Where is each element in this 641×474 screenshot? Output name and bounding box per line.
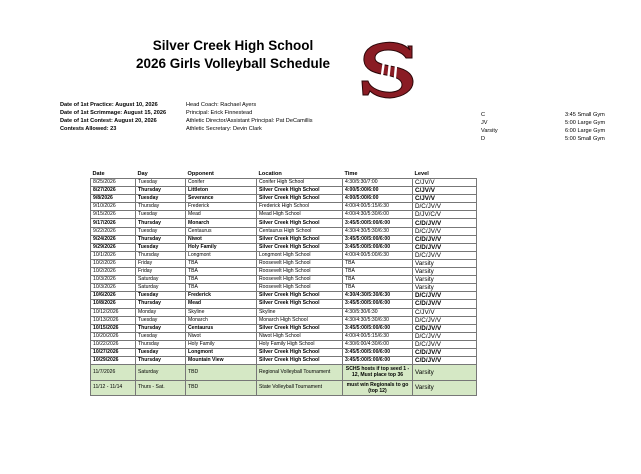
cell-day: Thursday <box>136 300 186 308</box>
cell-location: Frederick High School <box>257 203 343 211</box>
staff-info <box>186 101 313 133</box>
time-jv: 5:00 Large Gym <box>565 120 606 126</box>
table-row <box>91 324 477 332</box>
level-jv: JV <box>481 120 488 126</box>
cell-opponent: TBA <box>186 268 257 276</box>
table-row <box>91 211 477 219</box>
cell-opponent: Niwot <box>186 235 257 243</box>
cell-level: D/C/JV/V <box>413 203 477 211</box>
cell-level: C/D/JV/V <box>413 235 477 243</box>
table-row <box>91 300 477 308</box>
cell-level: Varsity <box>413 268 477 276</box>
cell-location: Niwot High School <box>257 332 343 340</box>
table-row <box>91 357 477 365</box>
cell-time: 3:45/5:00/5:00/6:00 <box>343 300 413 308</box>
cell-date: 9/15/2026 <box>91 211 136 219</box>
cell-level: D/JV/C/V <box>413 211 477 219</box>
cell-opponent: Severance <box>186 195 257 203</box>
cell-date: 10/12/2026 <box>91 308 136 316</box>
table-row <box>91 268 477 276</box>
cell-time: 4:00/4:00/5:00/6:30 <box>343 251 413 259</box>
cell-time: 3:45/5:00/5:00/6:00 <box>343 219 413 227</box>
cell-level: C/JV/V <box>413 187 477 195</box>
cell-location: Silver Creek High School <box>257 195 343 203</box>
cell-day: Saturday <box>136 365 186 381</box>
school-title: Silver Creek High School <box>152 38 314 53</box>
cell-opponent: TBA <box>186 284 257 292</box>
cell-level: D/C/JV/V <box>413 332 477 340</box>
cell-time: TBA <box>343 268 413 276</box>
cell-day: Friday <box>136 259 186 267</box>
cell-time: 4:00/4:00/5:15/6:30 <box>343 203 413 211</box>
cell-date: 10/2/2026 <box>91 268 136 276</box>
cell-date: 8/27/2026 <box>91 187 136 195</box>
contests-allowed: Contests Allowed: 23 <box>60 126 117 132</box>
cell-opponent: Littleton <box>186 187 257 195</box>
table-row <box>91 292 477 300</box>
time-c: 3:45 Small Gym <box>565 112 605 118</box>
cell-date: 11/7/2026 <box>91 365 136 381</box>
level-d: D <box>481 136 486 142</box>
table-header-row <box>91 170 477 179</box>
cell-date: 10/8/2026 <box>91 300 136 308</box>
athletic-secretary: Athletic Secretary: Devin Clark <box>186 126 262 132</box>
cell-level: Varsity <box>413 259 477 267</box>
cell-opponent: Centaurus <box>186 324 257 332</box>
cell-time: 3:45/5:00/5:00/6:00 <box>343 235 413 243</box>
cell-day: Tuesday <box>136 227 186 235</box>
cell-location: Conifer High School <box>257 179 343 187</box>
cell-date: 10/13/2026 <box>91 316 136 324</box>
header-location: Location <box>258 171 282 177</box>
cell-day: Tuesday <box>136 243 186 251</box>
cell-day: Thursday <box>136 340 186 348</box>
cell-level: C/D/JV/V <box>413 300 477 308</box>
cell-location: Monarch High School <box>257 316 343 324</box>
cell-time: 4:30/4:30/5:30/6:30 <box>343 316 413 324</box>
table-row <box>91 227 477 235</box>
cell-day: Tuesday <box>136 292 186 300</box>
cell-time: 4:30/6:00/4:30/6:00 <box>343 340 413 348</box>
cell-level: C/JV/V <box>413 195 477 203</box>
level-list <box>481 111 498 143</box>
time-varsity: 6:00 Large Gym <box>565 128 606 134</box>
cell-opponent: Conifer <box>186 179 257 187</box>
cell-date: 10/22/2026 <box>91 340 136 348</box>
cell-location: Roosevelt High School <box>257 284 343 292</box>
table-row <box>91 195 477 203</box>
cell-time: 4:30/5:30/7:00 <box>343 179 413 187</box>
cell-day: Tuesday <box>136 211 186 219</box>
cell-location: Silver Creek High School <box>257 235 343 243</box>
table-row <box>91 219 477 227</box>
cell-level: Varsity <box>413 365 477 381</box>
cell-level: D/C/JV/V <box>413 316 477 324</box>
cell-location: Silver Creek High School <box>257 219 343 227</box>
cell-date: 10/29/2026 <box>91 357 136 365</box>
cell-date: 10/20/2026 <box>91 332 136 340</box>
cell-opponent: Longmont <box>186 251 257 259</box>
cell-time: 4:30/4:30/5:30/6:30 <box>343 292 413 300</box>
cell-day: Thursday <box>136 219 186 227</box>
cell-level: Varsity <box>413 380 477 396</box>
cell-location: Skyline <box>257 308 343 316</box>
level-time-list <box>565 111 605 143</box>
cell-date: 10/3/2026 <box>91 276 136 284</box>
cell-opponent: Longmont <box>186 348 257 356</box>
cell-level: C/D/JV/V <box>413 324 477 332</box>
cell-day: Thursday <box>136 251 186 259</box>
cell-location: Silver Creek High School <box>257 324 343 332</box>
cell-opponent: Holy Family <box>186 243 257 251</box>
cell-opponent: Niwot <box>186 332 257 340</box>
cell-time: 4:30/5:30/6:30 <box>343 308 413 316</box>
cell-date: 10/27/2026 <box>91 348 136 356</box>
postseason-row <box>91 365 477 381</box>
cell-day: Friday <box>136 268 186 276</box>
cell-opponent: Skyline <box>186 308 257 316</box>
season-dates-info <box>60 101 166 133</box>
cell-level: C/JV/V <box>413 179 477 187</box>
cell-day: Tuesday <box>136 195 186 203</box>
table-row <box>91 340 477 348</box>
cell-location: Silver Creek High School <box>257 300 343 308</box>
cell-opponent: Centaurus <box>186 227 257 235</box>
cell-location: Regional Volleyball Tournament <box>257 365 343 381</box>
cell-day: Thursday <box>136 324 186 332</box>
level-c: C <box>481 112 486 118</box>
cell-date: 10/1/2026 <box>91 251 136 259</box>
table-row <box>91 276 477 284</box>
cell-opponent: Mead <box>186 300 257 308</box>
header-level: Level <box>414 171 429 177</box>
first-contest-date: Date of 1st Contest: August 20, 2026 <box>60 118 157 124</box>
table-row <box>91 316 477 324</box>
cell-date: 9/8/2026 <box>91 195 136 203</box>
cell-level: D/C/JV/V <box>413 251 477 259</box>
cell-day: Thursday <box>136 235 186 243</box>
cell-day: Thurs - Sat. <box>136 380 186 396</box>
cell-level: C/D/JV/V <box>413 219 477 227</box>
cell-location: Roosevelt High School <box>257 276 343 284</box>
cell-day: Thursday <box>136 357 186 365</box>
cell-location: Silver Creek High School <box>257 243 343 251</box>
table-row <box>91 235 477 243</box>
cell-location: Silver Creek High School <box>257 187 343 195</box>
cell-level: C/JV/V <box>413 308 477 316</box>
table-row <box>91 179 477 187</box>
cell-level: C/D/JV/V <box>413 357 477 365</box>
time-d: 5:00 Small Gym <box>565 136 605 142</box>
cell-time: 4:00/4:00/5:15/6:30 <box>343 332 413 340</box>
claw-s-logo-icon <box>358 40 418 100</box>
cell-opponent: Frederick <box>186 203 257 211</box>
cell-date: 9/22/2026 <box>91 227 136 235</box>
cell-date: 9/10/2026 <box>91 203 136 211</box>
table-row <box>91 308 477 316</box>
cell-level: C/D/JV/V <box>413 348 477 356</box>
cell-level: C/D/JV/V <box>413 243 477 251</box>
header-time: Time <box>344 171 358 177</box>
table-row <box>91 259 477 267</box>
cell-opponent: TBD <box>186 365 257 381</box>
cell-date: 9/17/2026 <box>91 219 136 227</box>
cell-location: Mead High School <box>257 211 343 219</box>
cell-time: 4:00/5:00/6:00 <box>343 187 413 195</box>
cell-time: 3:45/5:00/5:00/6:00 <box>343 243 413 251</box>
schedule-body <box>91 179 477 396</box>
athletic-director: Athletic Director/Assistant Principal: Pat DeCamillis <box>186 118 313 124</box>
cell-day: Monday <box>136 308 186 316</box>
cell-location: State Volleyball Tournament <box>257 380 343 396</box>
cell-opponent: TBD <box>186 380 257 396</box>
table-row <box>91 243 477 251</box>
cell-time: 3:45/5:00/5:00/6:00 <box>343 357 413 365</box>
cell-time: TBA <box>343 284 413 292</box>
cell-day: Tuesday <box>136 179 186 187</box>
cell-location: Roosevelt High School <box>257 268 343 276</box>
schedule-table <box>90 170 477 396</box>
cell-opponent: Mountain View <box>186 357 257 365</box>
cell-opponent: Frederick <box>186 292 257 300</box>
cell-time: 3:45/5:00/5:00/6:00 <box>343 348 413 356</box>
cell-day: Thursday <box>136 187 186 195</box>
cell-location: Holy Family High School <box>257 340 343 348</box>
cell-date: 9/24/2026 <box>91 235 136 243</box>
cell-date: 10/2/2026 <box>91 259 136 267</box>
cell-opponent: TBA <box>186 276 257 284</box>
cell-date: 10/6/2026 <box>91 292 136 300</box>
table-row <box>91 348 477 356</box>
level-varsity: Varsity <box>481 128 498 134</box>
cell-day: Thursday <box>136 203 186 211</box>
table-row <box>91 203 477 211</box>
cell-location: Centaurus High School <box>257 227 343 235</box>
cell-time: TBA <box>343 276 413 284</box>
first-scrimmage-date: Date of 1st Scrimmage: August 15, 2026 <box>60 110 167 116</box>
cell-day: Tuesday <box>136 348 186 356</box>
cell-location: Longmont High School <box>257 251 343 259</box>
cell-location: Silver Creek High School <box>257 357 343 365</box>
principal: Principal: Erick Finnestead <box>186 110 253 116</box>
header-date: Date <box>92 171 105 177</box>
postseason-row <box>91 380 477 396</box>
first-practice-date: Date of 1st Practice: August 10, 2026 <box>60 102 158 108</box>
cell-location: Silver Creek High School <box>257 292 343 300</box>
table-row <box>91 284 477 292</box>
cell-time: must win Regionals to go (top 12) <box>343 380 413 396</box>
cell-day: Tuesday <box>136 332 186 340</box>
cell-opponent: Holy Family <box>186 340 257 348</box>
cell-day: Saturday <box>136 284 186 292</box>
cell-location: Roosevelt High School <box>257 259 343 267</box>
header-day: Day <box>137 171 148 177</box>
cell-time: 3:45/5:00/5:00/6:00 <box>343 324 413 332</box>
table-row <box>91 187 477 195</box>
cell-location: Silver Creek High School <box>257 348 343 356</box>
cell-date: 11/12 - 11/14 <box>91 380 136 396</box>
cell-level: D/C/JV/V <box>413 227 477 235</box>
cell-opponent: TBA <box>186 259 257 267</box>
cell-level: D/C/JV/V <box>413 340 477 348</box>
cell-time: 4:00/4:30/5:30/6:00 <box>343 211 413 219</box>
cell-level: Varsity <box>413 284 477 292</box>
table-row <box>91 251 477 259</box>
cell-day: Tuesday <box>136 316 186 324</box>
cell-time: 4:30/4:30/5:30/6:30 <box>343 227 413 235</box>
cell-level: D/C/JV/V <box>413 292 477 300</box>
cell-opponent: Monarch <box>186 316 257 324</box>
header-opponent: Opponent <box>187 171 214 177</box>
cell-time: 4:00/5:00/6:00 <box>343 195 413 203</box>
cell-time: TBA <box>343 259 413 267</box>
cell-level: Varsity <box>413 276 477 284</box>
cell-date: 8/25/2026 <box>91 179 136 187</box>
cell-date: 9/29/2026 <box>91 243 136 251</box>
cell-opponent: Monarch <box>186 219 257 227</box>
head-coach: Head Coach: Rachael Ayers <box>186 102 257 108</box>
cell-time: SCHS hosts if top seed 1 - 12, Must place top 36 <box>343 365 413 381</box>
cell-opponent: Mead <box>186 211 257 219</box>
cell-day: Saturday <box>136 276 186 284</box>
cell-date: 10/3/2026 <box>91 284 136 292</box>
schedule-title: 2026 Girls Volleyball Schedule <box>135 56 331 71</box>
table-row <box>91 332 477 340</box>
cell-date: 10/15/2026 <box>91 324 136 332</box>
